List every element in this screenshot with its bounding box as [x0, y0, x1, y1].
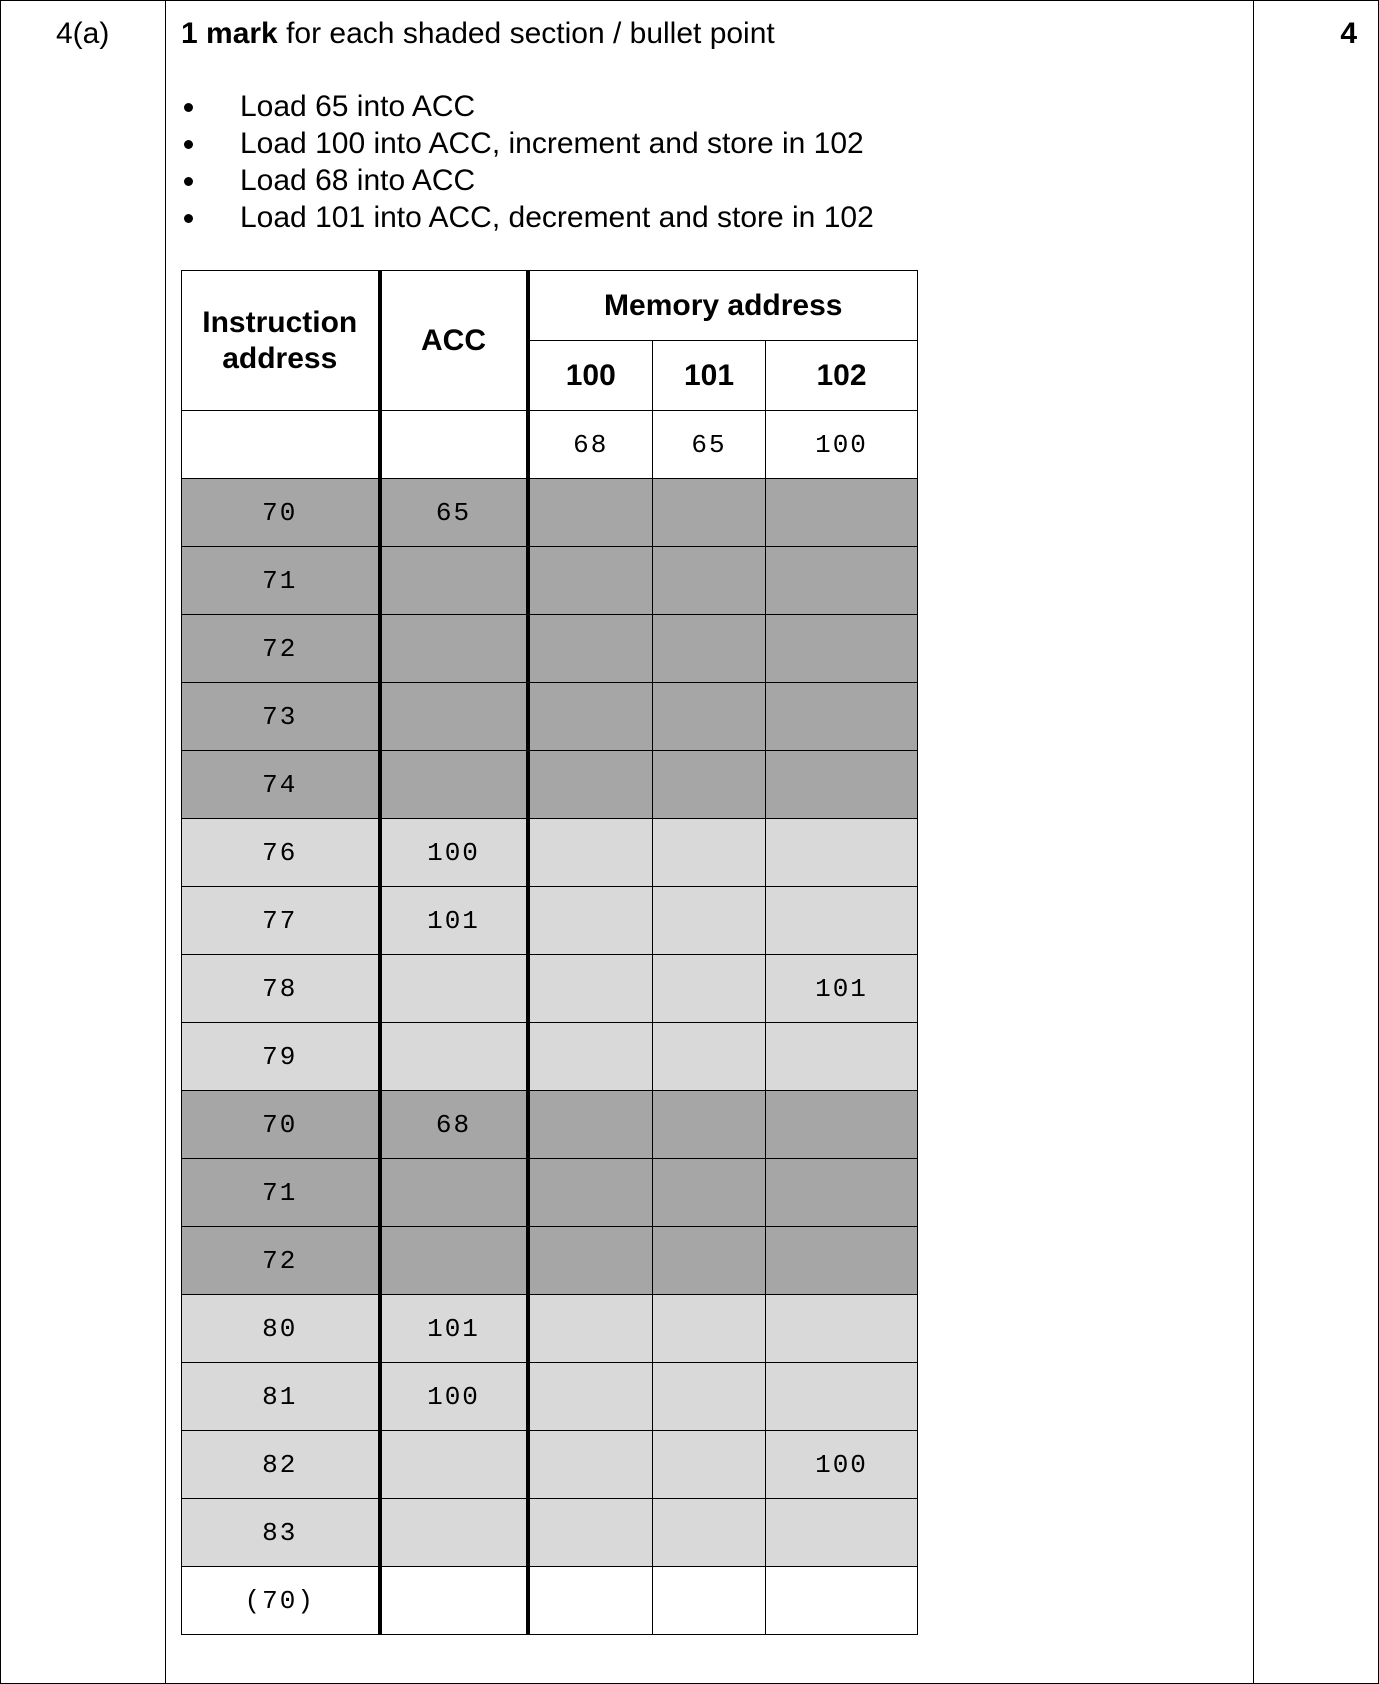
column-divider: [165, 0, 166, 1684]
bullet-icon: [184, 214, 193, 223]
mem-102-cell: 100: [766, 1431, 918, 1499]
instruction-address-cell: 71: [182, 1159, 380, 1227]
table-row: [182, 1363, 918, 1431]
acc-cell: [380, 1023, 528, 1091]
mem-102-cell: [766, 1159, 918, 1227]
instruction-address-cell: 70: [182, 479, 380, 547]
mem-100-cell: [528, 547, 653, 615]
mem-102-cell: [766, 1023, 918, 1091]
table-row: [182, 1499, 918, 1567]
mem-102-cell: [766, 479, 918, 547]
acc-cell: [380, 615, 528, 683]
mem-100-cell: [528, 1227, 653, 1295]
acc-cell: [380, 547, 528, 615]
mem-102-cell: 101: [766, 955, 918, 1023]
instruction-address-cell: 71: [182, 547, 380, 615]
header-mem-102: 102: [766, 341, 918, 411]
instruction-address-cell: 83: [182, 1499, 380, 1567]
mem-101-cell: [653, 1295, 766, 1363]
bullet-item: Load 101 into ACC, decrement and store in 102: [181, 199, 874, 236]
mem-100-cell: [528, 1295, 653, 1363]
mem-100-cell: [528, 1363, 653, 1431]
header-memory-address: Memory address: [528, 271, 918, 341]
instruction-address-cell: 74: [182, 751, 380, 819]
bullet-item: Load 100 into ACC, increment and store in 102: [181, 125, 874, 162]
mem-102-cell: [766, 1567, 918, 1635]
mem-102-cell: [766, 1295, 918, 1363]
table-row: [182, 1227, 918, 1295]
mem-100-cell: [528, 887, 653, 955]
instruction-address-cell: 73: [182, 683, 380, 751]
mark-heading: [181, 17, 775, 51]
mem-102-cell: [766, 1363, 918, 1431]
instruction-address-cell: 80: [182, 1295, 380, 1363]
instruction-address-cell: 70: [182, 1091, 380, 1159]
bullet-list: [181, 88, 874, 236]
mem-102-cell: 100: [766, 411, 918, 479]
table-row: [182, 955, 918, 1023]
mem-101-cell: [653, 955, 766, 1023]
mem-101-cell: [653, 683, 766, 751]
table-row: [182, 683, 918, 751]
mem-100-cell: 68: [528, 411, 653, 479]
mem-101-cell: [653, 751, 766, 819]
acc-cell: 68: [380, 1091, 528, 1159]
mem-100-cell: [528, 615, 653, 683]
mem-101-cell: [653, 1227, 766, 1295]
acc-cell: [380, 683, 528, 751]
table-row: [182, 1295, 918, 1363]
mem-101-cell: [653, 615, 766, 683]
table-row: [182, 1023, 918, 1091]
instruction-address-cell: 79: [182, 1023, 380, 1091]
acc-cell: 100: [380, 819, 528, 887]
mem-100-cell: [528, 1431, 653, 1499]
mem-102-cell: [766, 819, 918, 887]
header-mem-101: 101: [653, 341, 766, 411]
instruction-address-cell: 77: [182, 887, 380, 955]
bullet-icon: [184, 103, 193, 112]
header-acc: ACC: [380, 271, 528, 411]
marks-total: 4: [1340, 17, 1357, 50]
acc-cell: [380, 955, 528, 1023]
table-row: [182, 479, 918, 547]
mem-101-cell: [653, 1567, 766, 1635]
instruction-address-cell: [182, 411, 380, 479]
mem-100-cell: [528, 1499, 653, 1567]
acc-cell: [380, 1431, 528, 1499]
bullet-icon: [184, 140, 193, 149]
table-row: [182, 1431, 918, 1499]
mem-101-cell: [653, 1431, 766, 1499]
table-row: [182, 1567, 918, 1635]
mem-101-cell: [653, 1499, 766, 1567]
mem-101-cell: [653, 1363, 766, 1431]
instruction-address-cell: 82: [182, 1431, 380, 1499]
acc-cell: [380, 751, 528, 819]
table-row: [182, 887, 918, 955]
table-row: [182, 547, 918, 615]
bullet-item: Load 65 into ACC: [181, 88, 874, 125]
mark-heading-bold: 1 mark: [181, 17, 278, 50]
acc-cell: [380, 1159, 528, 1227]
trace-table: [181, 270, 918, 1635]
acc-cell: [380, 1227, 528, 1295]
acc-cell: 100: [380, 1363, 528, 1431]
column-divider: [1253, 0, 1254, 1684]
mem-100-cell: [528, 1023, 653, 1091]
mem-100-cell: [528, 819, 653, 887]
acc-cell: [380, 1499, 528, 1567]
instruction-address-cell: 72: [182, 1227, 380, 1295]
mem-100-cell: [528, 1567, 653, 1635]
instruction-address-cell: 81: [182, 1363, 380, 1431]
table-row: [182, 1091, 918, 1159]
table-row: [182, 411, 918, 479]
question-number: 4(a): [56, 17, 110, 50]
acc-cell: 65: [380, 479, 528, 547]
acc-cell: 101: [380, 1295, 528, 1363]
table-row: [182, 615, 918, 683]
mem-101-cell: [653, 819, 766, 887]
mem-102-cell: [766, 547, 918, 615]
mem-102-cell: [766, 1499, 918, 1567]
header-mem-100: 100: [528, 341, 653, 411]
mem-101-cell: [653, 1159, 766, 1227]
header-instruction-address: Instruction address: [182, 271, 380, 411]
mem-102-cell: [766, 751, 918, 819]
mem-100-cell: [528, 1159, 653, 1227]
acc-cell: 101: [380, 887, 528, 955]
mem-100-cell: [528, 683, 653, 751]
mem-100-cell: [528, 955, 653, 1023]
trace-table-body: [182, 411, 918, 1635]
mem-101-cell: [653, 479, 766, 547]
mem-100-cell: [528, 1091, 653, 1159]
table-row: [182, 1159, 918, 1227]
mem-101-cell: [653, 547, 766, 615]
mark-heading-text: for each shaded section / bullet point: [277, 17, 775, 50]
acc-cell: [380, 1567, 528, 1635]
instruction-address-cell: 78: [182, 955, 380, 1023]
mem-102-cell: [766, 1091, 918, 1159]
mem-100-cell: [528, 479, 653, 547]
mem-100-cell: [528, 751, 653, 819]
instruction-address-cell: (70): [182, 1567, 380, 1635]
mem-101-cell: 65: [653, 411, 766, 479]
mem-102-cell: [766, 1227, 918, 1295]
mem-102-cell: [766, 887, 918, 955]
mem-101-cell: [653, 1091, 766, 1159]
table-row: [182, 751, 918, 819]
table-row: [182, 819, 918, 887]
mem-101-cell: [653, 887, 766, 955]
mem-101-cell: [653, 1023, 766, 1091]
instruction-address-cell: 72: [182, 615, 380, 683]
bullet-item: Load 68 into ACC: [181, 162, 874, 199]
instruction-address-cell: 76: [182, 819, 380, 887]
mem-102-cell: [766, 683, 918, 751]
bullet-icon: [184, 177, 193, 186]
mem-102-cell: [766, 615, 918, 683]
acc-cell: [380, 411, 528, 479]
